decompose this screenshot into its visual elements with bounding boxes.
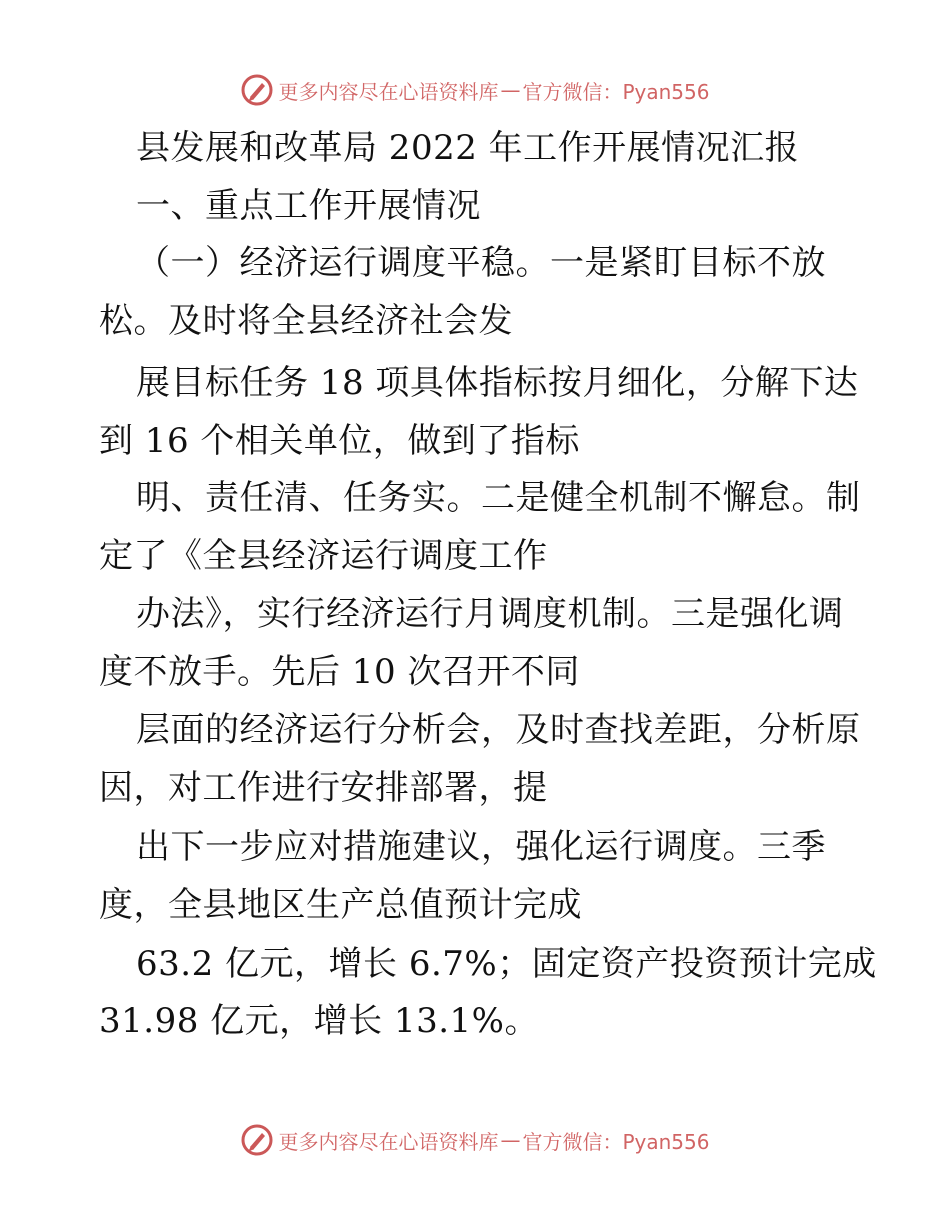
section-heading: 一、重点工作开展情况 <box>136 186 481 226</box>
paragraph-line: 定了《全县经济运行调度工作 <box>99 536 548 576</box>
pen-nib-logo-icon <box>240 73 274 107</box>
watermark-main-text: 更多内容尽在心语资料库 <box>278 79 499 104</box>
paragraph-line: 松。及时将全县经济社会发 <box>99 301 513 341</box>
watermark-dash: — <box>500 78 521 102</box>
watermark-dash: — <box>500 1128 521 1152</box>
document-title: 县发展和改革局 2022 年工作开展情况汇报 <box>136 128 800 168</box>
paragraph-line: 度，全县地区生产总值预计完成 <box>99 885 582 925</box>
watermark-main-text: 更多内容尽在心语资料库 <box>278 1129 499 1154</box>
paragraph-line: 度不放手。先后 10 次召开不同 <box>99 652 580 692</box>
paragraph-line: 31.98 亿元，增长 13.1%。 <box>99 1001 539 1041</box>
watermark-wechat-text: 官方微信：Pyan556 <box>522 79 710 104</box>
paragraph-line: 63.2 亿元，增长 6.7%；固定资产投资预计完成 <box>136 944 877 984</box>
pen-nib-logo-icon <box>240 1123 274 1157</box>
paragraph-line: 到 16 个相关单位，做到了指标 <box>99 421 580 461</box>
paragraph-line: 因，对工作进行安排部署，提 <box>99 768 548 808</box>
paragraph-line: 层面的经济运行分析会，及时查找差距，分析原 <box>136 710 861 750</box>
paragraph-line: （一）经济运行调度平稳。一是紧盯目标不放 <box>136 243 826 283</box>
watermark-wechat-text: 官方微信：Pyan556 <box>522 1129 710 1154</box>
watermark-top <box>0 70 950 110</box>
paragraph-line: 展目标任务 18 项具体指标按月细化，分解下达 <box>136 363 859 403</box>
watermark-bottom <box>0 1120 950 1160</box>
paragraph-line: 办法》，实行经济运行月调度机制。三是强化调 <box>136 594 844 634</box>
paragraph-line: 出下一步应对措施建议，强化运行调度。三季 <box>136 827 826 867</box>
paragraph-line: 明、责任清、任务实。二是健全机制不懈怠。制 <box>136 478 861 518</box>
